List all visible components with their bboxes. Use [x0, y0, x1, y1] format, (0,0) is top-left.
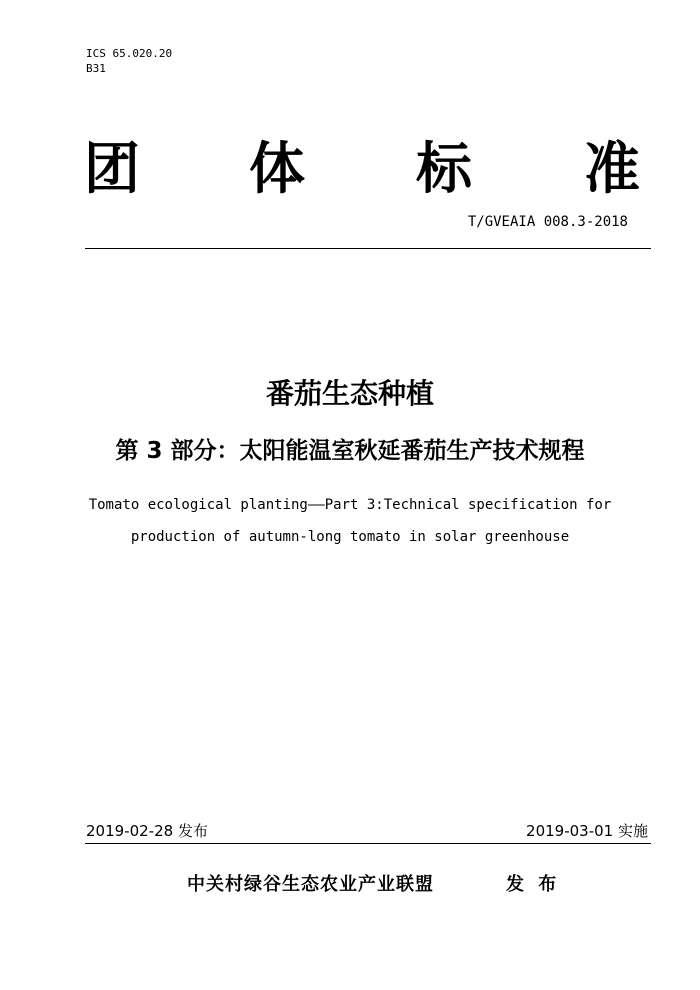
ccs-code: B31 [86, 62, 106, 75]
doc-type-char: 标 [416, 137, 472, 202]
english-title-line-2: production of autumn-long tomato in solar greenhouse [130, 529, 570, 545]
top-rule [85, 248, 651, 249]
publish-label: 发 布 [506, 874, 557, 895]
bottom-rule [85, 843, 651, 844]
implementation-date: 2019-03-01 实施 [526, 822, 648, 840]
doc-type-char: 团 [84, 137, 140, 202]
main-title: 番茄生态种植 [265, 377, 434, 410]
document-type-heading [84, 138, 644, 202]
doc-type-char: 体 [249, 137, 305, 202]
doc-type-char: 准 [584, 137, 640, 202]
part-title: 第 3 部分：太阳能温室秋延番茄生产技术规程 [115, 438, 585, 464]
english-title-line-1: Tomato ecological planting——Part 3:Technical specification for [88, 497, 612, 513]
ics-code: ICS 65.020.20 [86, 47, 173, 60]
release-date: 2019-02-28 发布 [86, 822, 208, 840]
publisher-name: 中关村绿谷生态农业产业联盟 [187, 874, 434, 895]
classification-codes [86, 46, 172, 76]
standard-number: T/GVEAIA 008.3-2018 [467, 214, 628, 230]
